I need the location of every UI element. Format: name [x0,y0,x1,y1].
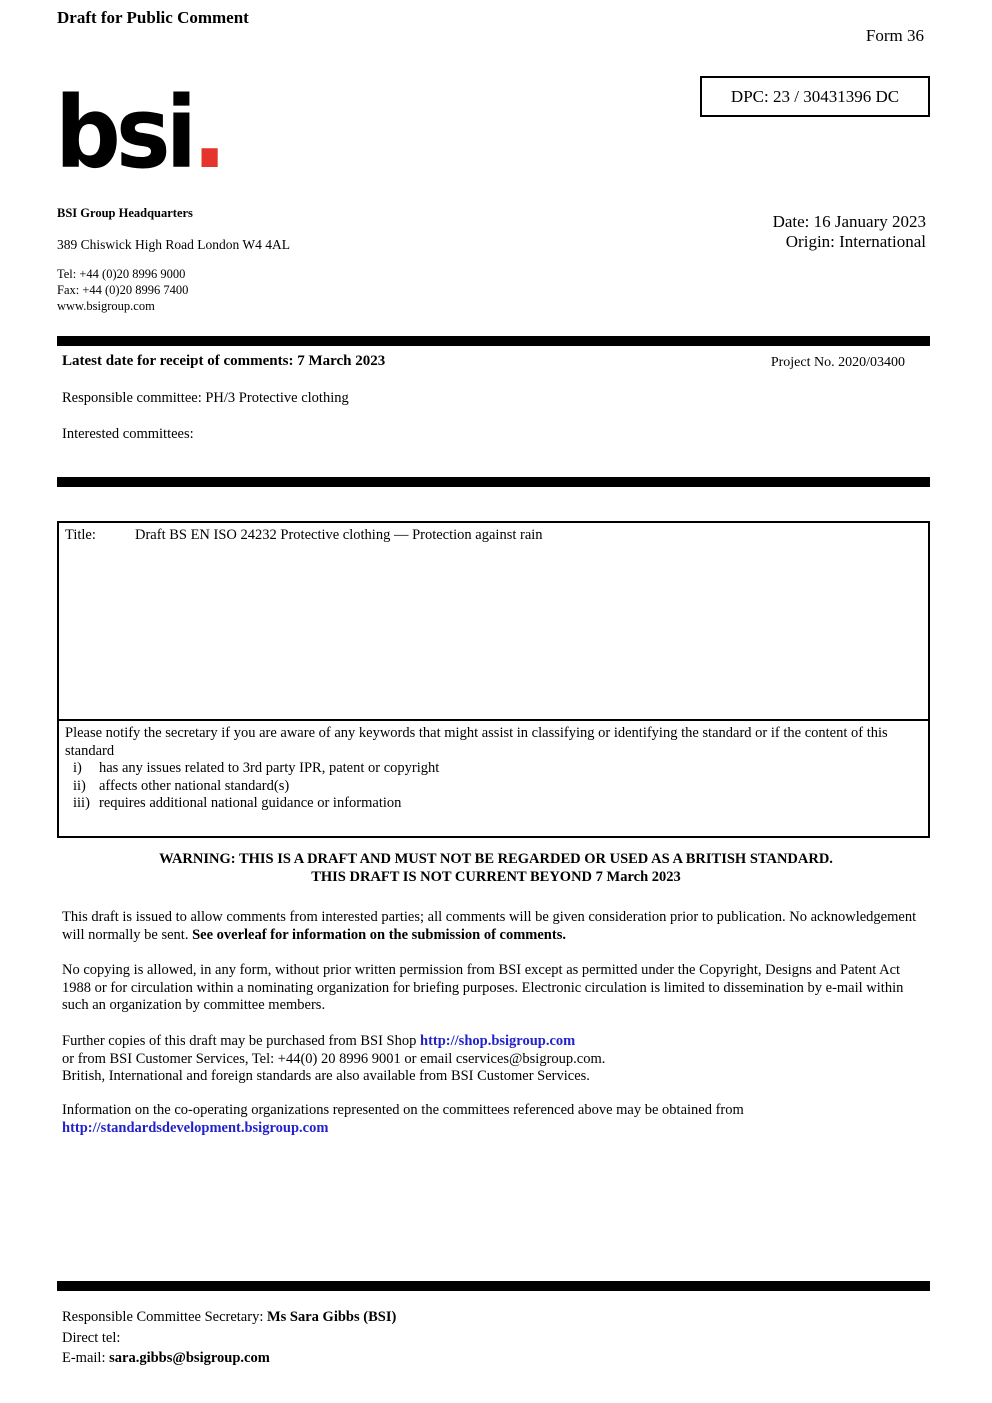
item-numeral: iii) [73,795,90,811]
responsible-committee: Responsible committee: PH/3 Protective clothing [62,390,349,406]
address-fax: Fax: +44 (0)20 8996 7400 [57,283,189,297]
divider-bar-top [57,336,930,346]
standards-development-link[interactable]: http://standardsdevelopment.bsigroup.com [62,1119,329,1136]
title-section [59,523,928,719]
date-origin-block [773,212,926,252]
divider-bar-bottom [57,1281,930,1291]
address-website: www.bsigroup.com [57,299,155,313]
document-origin: Origin: International [785,232,926,251]
email-line [62,1350,270,1367]
secretary-label: Responsible Committee Secretary: [62,1309,267,1325]
title-label: Title: [65,527,96,543]
paragraph-copyright-notice: No copying is allowed, in any form, without prior written permission from BSI except as permitted under the Copyright, Designs and Patent Act 1988 or for circulation within a nominating organization for briefing purposes. Electronic circulation is limited to dissemination by e-mail within such an organization by committee members. [62,962,904,1013]
item-numeral: i) [73,760,82,776]
bsi-logo-text: bsi [55,75,193,191]
paragraph-text: Information on the co-operating organizations represented on the committees referenced above may be obtained from [62,1102,744,1118]
document-title: Draft BS EN ISO 24232 Protective clothing — Protection against rain [135,527,543,543]
keywords-notice-intro: Please notify the secretary if you are aware of any keywords that might assist in classifying or identifying the standard or if the content of this standard [65,725,888,759]
document-date: Date: 16 January 2023 [772,212,926,231]
paragraph-purchase-info [62,1033,930,1086]
item-text: affects other national standard(s) [99,777,290,794]
item-text: has any issues related to 3rd party IPR, patent or copyright [99,760,440,776]
secretary-name: Ms Sara Gibbs (BSI) [266,1309,397,1325]
warning-line-1: WARNING: THIS IS A DRAFT AND MUST NOT BE REGARDED OR USED AS A BRITISH STANDARD. [159,851,833,867]
bsi-logo [55,75,223,191]
address-street: 389 Chiswick High Road London W4 4AL [57,237,290,252]
bsi-logo-dot: . [192,75,223,191]
item-numeral: ii) [73,777,86,794]
keywords-notice-item [65,795,922,813]
keywords-notice-item [65,778,922,796]
keywords-notice-item [65,760,922,778]
paragraph-text: Further copies of this draft may be purchased from BSI Shop [62,1033,420,1049]
dpc-number: DPC: 23 / 30431396 DC [730,86,900,106]
paragraph-cooperating-orgs [62,1102,930,1137]
paragraph-text: British, International and foreign standards are also available from BSI Customer Services. [62,1068,590,1084]
paragraph-text: This draft is issued to allow comments from interested parties; all comments will be given consideration prior to publication. No acknowledgement will normally be sent. [62,909,917,943]
divider-bar-middle [57,477,930,487]
latest-comments-date: Latest date for receipt of comments: 7 March 2023 [62,353,386,369]
draft-for-public-comment-label: Draft for Public Comment [57,8,249,27]
title-keywords-box [57,521,930,838]
paragraph-bold-text: See overleaf for information on the submission of comments. [192,926,566,943]
project-number: Project No. 2020/03400 [770,355,905,370]
bsi-headquarters-label: BSI Group Headquarters [57,206,193,220]
secretary-email: sara.gibbs@bsigroup.com [109,1350,270,1366]
warning-line-2: THIS DRAFT IS NOT CURRENT BEYOND 7 March 2023 [311,869,681,885]
email-label: E-mail: [62,1350,110,1366]
secretary-line [62,1309,396,1326]
paragraph-comments-notice [62,909,930,944]
bsi-shop-link[interactable]: http://shop.bsigroup.com [420,1033,576,1049]
paragraph-text: or from BSI Customer Services, Tel: +44(0) 20 8996 9001 or email cservices@bsigroup.com. [62,1050,606,1067]
keywords-notice-section [59,719,928,817]
interested-committees: Interested committees: [62,426,194,442]
address-tel: Tel: +44 (0)20 8996 9000 [57,267,186,281]
form-number: Form 36 [865,26,924,45]
dpc-number-box [700,76,930,117]
item-text: requires additional national guidance or information [99,795,402,811]
direct-tel-line: Direct tel: [62,1330,121,1346]
